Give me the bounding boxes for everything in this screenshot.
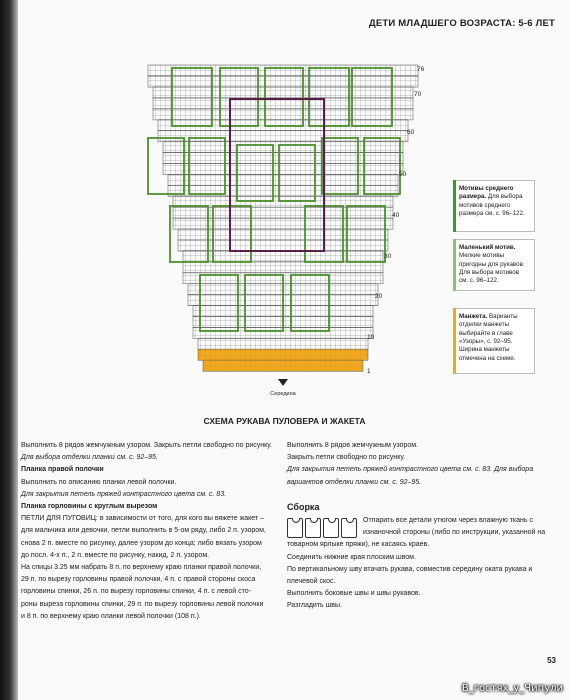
grid-row (198, 338, 368, 349)
grid-row (148, 65, 418, 76)
row-label-60: 60 (407, 129, 415, 136)
section-heading: Планка правой полочки (21, 466, 104, 474)
grid-row (153, 87, 413, 98)
paragraph: Для закрытия петель пряжей контрастного цвета см. с. 83. Для выбора вариантов отделки планки см. с. 92–95. (287, 466, 534, 486)
garment-icons (287, 518, 357, 538)
paragraph: горловины спинки, 26 п. по вырезу горловины спинки, 4 п. с левой сто- (21, 588, 251, 596)
legend-cuff-text: Варианты отделки манжеты выбирайте в главе «Узоры», с. 92–95. Ширина манжеты отмечена на схеме. (459, 313, 518, 362)
legend-medium-title: Мотивы среднего размера. (459, 185, 514, 201)
paragraph: Выполнить по описанию планки левой полочки. (21, 478, 177, 486)
paragraph: Для выбора отделки планки см. с. 92–95. (21, 454, 158, 462)
cuff-grid-overlay (203, 360, 363, 371)
row-label-10: 10 (367, 334, 375, 341)
paragraph: роны выреза горловины спинки, 29 п. по вырезу горловины левой полочки (21, 600, 264, 608)
figure-caption: СХЕМА РУКАВА ПУЛОВЕРА И ЖАКЕТА (203, 416, 366, 426)
center-label: Середина (270, 391, 296, 397)
grid-row (163, 142, 403, 153)
grid-row (148, 76, 418, 87)
left-column (21, 440, 277, 623)
paragraph: Соединить нижние края плоским швом. (287, 553, 416, 561)
cuff-grid-overlay (198, 349, 368, 360)
row-label-30: 30 (384, 253, 392, 260)
paragraph: ПЕТЛИ ДЛЯ ПУГОВИЦ: в зависимости от того, для кого вы вяжете жакет – (21, 515, 265, 523)
legend-cuff (453, 308, 535, 374)
garment-icon (287, 518, 303, 538)
grid-row (173, 218, 393, 229)
garment-icon (323, 518, 339, 538)
grid-row (158, 131, 408, 142)
grid-row (173, 207, 393, 218)
garment-icon (341, 518, 357, 538)
row-label-76: 76 (417, 66, 425, 73)
paragraph: Выполнить боковые швы и швы рукавов. (287, 590, 421, 598)
paragraph: Для закрытия петель пряжей контрастного цвета см. с. 83. (21, 490, 227, 498)
paragraph: На спицы 3.25 мм набрать 8 п. по верхнему краю планки правой полочки, (21, 564, 262, 572)
assembly-steps (287, 515, 549, 613)
legend-cuff-title: Манжета. (459, 313, 488, 320)
paragraph: для мальчика или девочки, петли выполнить в 5-ом ряду, либо 2 п. узором, (21, 527, 266, 535)
paragraph: Закрыть петли свободно по рисунку. (287, 454, 406, 462)
grid-row (153, 109, 413, 120)
paragraph: до посл. 4-х п., 2 п. вместе по рисунку, накид, 2 п. узором. (21, 551, 210, 559)
assembly-heading: Сборка (287, 501, 320, 512)
legend-medium-motif (453, 180, 535, 232)
page-header: ДЕТИ МЛАДШЕГО ВОЗРАСТА: 5-6 ЛЕТ (368, 18, 555, 29)
page-number: 53 (547, 656, 556, 665)
right-column (287, 440, 549, 613)
garment-icon (305, 518, 321, 538)
row-label-20: 20 (375, 293, 383, 300)
legend-small-title: Маленький мотив. (459, 244, 516, 251)
legend-small-motif (453, 239, 535, 291)
row-label-50: 50 (399, 171, 407, 178)
section-heading: Планка горловины с круглым вырезом (21, 503, 158, 511)
center-marker-icon (278, 379, 288, 386)
cuff-band (198, 349, 368, 371)
row-label-40: 40 (392, 212, 400, 219)
paragraph: Разгладить швы. (287, 602, 342, 610)
row-label-70: 70 (414, 91, 422, 98)
paragraph: снова 2 п. вместе по рисунку, далее узором до конца; либо вязать узором (21, 539, 262, 547)
paragraph: 29 п. по вырезу горловины правой полочки, 4 п. с правой стороны скоса (21, 576, 256, 584)
grid-row (163, 152, 403, 163)
legend-small-text: Мелкие мотивы пригодны для рукавов. Для выбора мотивов см. с. 96–122. (459, 252, 525, 285)
row-label-1: 1 (367, 368, 371, 375)
grid-row (178, 229, 388, 240)
paragraph: По вертикальному шву втачать рукава, совместив середину оката рукава и плечевой скос. (287, 565, 533, 586)
paragraph: и 8 п. по верхнему краю планки левой полочки (108 п.). (21, 612, 201, 620)
grid-row (178, 240, 388, 251)
watermark: В_гостях_у_Чипули (461, 683, 563, 694)
paragraph: Выполнить 8 рядов жемчужным узором. (287, 442, 418, 449)
legend-medium-text: Для выбора мотивов среднего размера см. с. 96–122. (459, 193, 525, 218)
paragraph: Выполнить 8 рядов жемчужным узором. Закрыть петли свободно по рисунку. (21, 442, 273, 449)
paragraph: Отпарить все детали утюгом через влажную ткань с изнаночной стороны (либо по инструкции, указанной на товарном ярлыке пряжи), не касаясь краев. (287, 517, 546, 549)
grid-row (163, 163, 403, 174)
grid-row (183, 262, 383, 273)
